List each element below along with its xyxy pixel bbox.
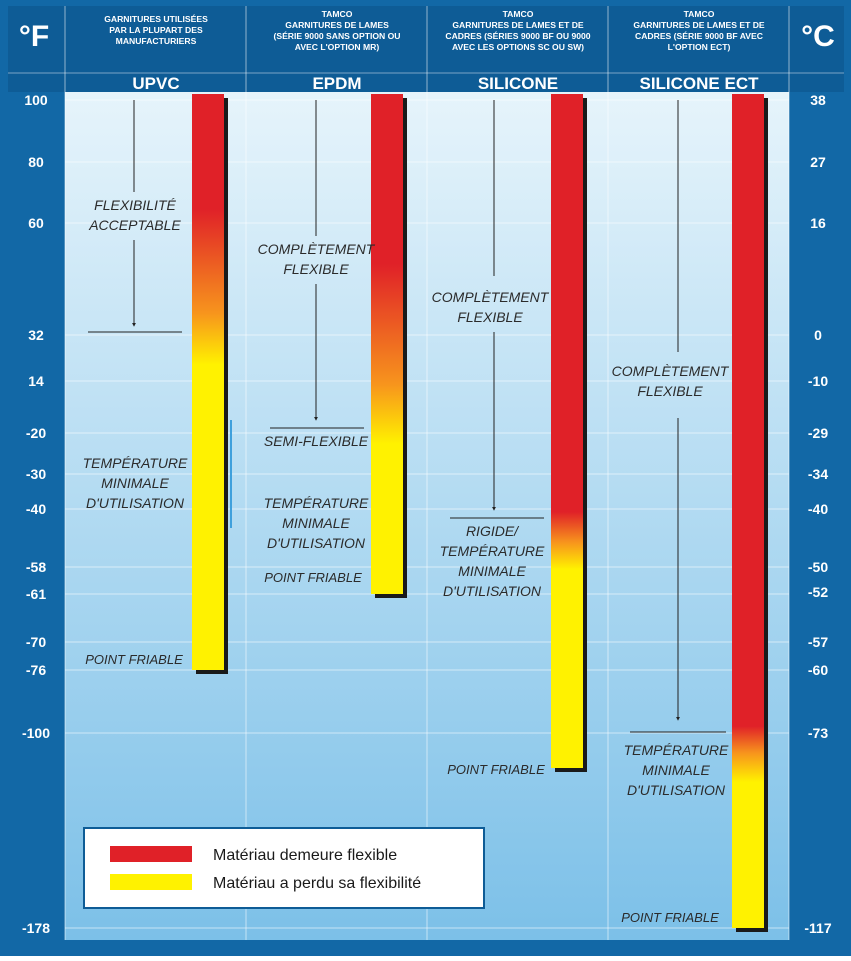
column-subtitle-line: AVEC LES OPTIONS SC OU SW) [451, 42, 585, 52]
epdm-min-temp-2: MINIMALE [282, 515, 350, 531]
column-subtitle-line: GARNITURES DE LAMES [285, 20, 389, 30]
silicone-brittle: POINT FRIABLE [447, 762, 545, 777]
legend-swatch-flexible [110, 846, 192, 862]
silicone-rigid-4: D'UTILISATION [442, 583, 542, 599]
fahrenheit-tick-label: -76 [25, 662, 47, 678]
ect-min-temp-2: MINIMALE [642, 762, 710, 778]
celsius-tick-label: -10 [807, 373, 829, 389]
epdm-brittle: POINT FRIABLE [264, 570, 362, 585]
ect-fully-flexible-2: FLEXIBLE [637, 383, 703, 399]
upvc-min-temp-2: MINIMALE [101, 475, 169, 491]
celsius-tick-label: 16 [810, 215, 826, 231]
silicone-rigid-2: TEMPÉRATURE [439, 543, 545, 559]
upvc-min-temp-3: D'UTILISATION [85, 495, 185, 511]
legend-box [84, 828, 484, 908]
fahrenheit-tick-label: 100 [24, 92, 48, 108]
ect-fully-flexible-1: COMPLÈTEMENT [611, 363, 729, 379]
epdm-min-temp-3: D'UTILISATION [266, 535, 366, 551]
celsius-tick-label: -73 [807, 725, 829, 741]
column-name: UPVC [132, 74, 180, 93]
legend-label-lost: Matériau a perdu sa flexibilité [213, 875, 422, 892]
column-name: SILICONE [477, 74, 559, 93]
upvc-min-temp-1: TEMPÉRATURE [82, 455, 188, 471]
silicone-fully-flexible-1: COMPLÈTEMENT [431, 289, 549, 305]
fahrenheit-tick-label: 32 [28, 327, 44, 343]
celsius-tick-label: -29 [807, 425, 829, 441]
bar-silicone-ect [732, 94, 764, 928]
column-subtitle-line: PAR LA PLUPART DES [109, 25, 203, 35]
column-subtitle-line: TAMCO [502, 9, 534, 19]
fahrenheit-tick-label: -61 [25, 586, 47, 602]
column-subtitle-line: CADRES (SÉRIE 9000 BF AVEC [635, 31, 763, 41]
celsius-tick-label: -52 [807, 584, 829, 600]
celsius-tick-label: 0 [814, 327, 822, 343]
ect-min-temp-3: D'UTILISATION [626, 782, 726, 798]
fahrenheit-tick-label: 14 [28, 373, 44, 389]
upvc-flex-acceptable-1: FLEXIBILITÉ [94, 197, 176, 213]
column-subtitle-line: MANUFACTURIERS [115, 36, 197, 46]
column-subtitle-line: AVEC L'OPTION MR) [294, 42, 380, 52]
silicone-fully-flexible-2: FLEXIBLE [457, 309, 523, 325]
epdm-min-temp-1: TEMPÉRATURE [263, 495, 369, 511]
celsius-tick-label: -34 [807, 466, 829, 482]
silicone-rigid-1: RIGIDE/ [465, 523, 519, 539]
epdm-fully-flexible-1: COMPLÈTEMENT [257, 241, 375, 257]
ect-brittle: POINT FRIABLE [621, 910, 719, 925]
bar-upvc [192, 94, 224, 670]
celsius-tick-label: -57 [807, 634, 829, 650]
ect-min-temp-1: TEMPÉRATURE [623, 742, 729, 758]
bar-silicone [551, 94, 583, 768]
legend-label-flexible: Matériau demeure flexible [213, 847, 398, 864]
legend [84, 828, 484, 908]
column-subtitle-line: TAMCO [321, 9, 353, 19]
unit-celsius: °C [801, 20, 835, 53]
column-subtitle-line: L'OPTION ECT) [667, 42, 731, 52]
column-subtitle-line: GARNITURES DE LAMES ET DE [452, 20, 584, 30]
column-subtitle-line: GARNITURES UTILISÉES [104, 14, 208, 24]
celsius-tick-label: -117 [804, 920, 832, 936]
fahrenheit-tick-label: -100 [21, 725, 51, 741]
celsius-tick-label: 27 [810, 154, 826, 170]
silicone-rigid-3: MINIMALE [458, 563, 526, 579]
bar-epdm [371, 94, 403, 594]
column-subtitle-line: GARNITURES DE LAMES ET DE [633, 20, 765, 30]
fahrenheit-tick-label: -70 [25, 634, 47, 650]
column-name: SILICONE ECT [639, 74, 759, 93]
column-name: EPDM [312, 74, 362, 93]
column-subtitle-line: (SÉRIE 9000 SANS OPTION OU [273, 31, 401, 41]
celsius-tick-label: -60 [807, 662, 829, 678]
upvc-brittle: POINT FRIABLE [85, 652, 183, 667]
column-subtitle-line: CADRES (SÉRIES 9000 BF OU 9000 [445, 31, 591, 41]
legend-swatch-lost [110, 874, 192, 890]
fahrenheit-tick-label: 80 [28, 154, 44, 170]
fahrenheit-tick-label: -40 [25, 501, 47, 517]
column-subtitle-line: TAMCO [683, 9, 715, 19]
upvc-flex-acceptable-2: ACCEPTABLE [89, 217, 181, 233]
fahrenheit-tick-label: -30 [25, 466, 47, 482]
celsius-tick-label: -50 [807, 559, 829, 575]
fahrenheit-tick-label: 60 [28, 215, 44, 231]
epdm-semi-flexible: SEMI-FLEXIBLE [263, 433, 369, 449]
celsius-tick-label: 38 [810, 92, 826, 108]
celsius-tick-label: -40 [807, 501, 829, 517]
unit-fahrenheit: °F [18, 20, 50, 53]
epdm-fully-flexible-2: FLEXIBLE [283, 261, 349, 277]
fahrenheit-tick-label: -178 [21, 920, 51, 936]
fahrenheit-tick-label: -20 [25, 425, 47, 441]
fahrenheit-tick-label: -58 [25, 559, 47, 575]
